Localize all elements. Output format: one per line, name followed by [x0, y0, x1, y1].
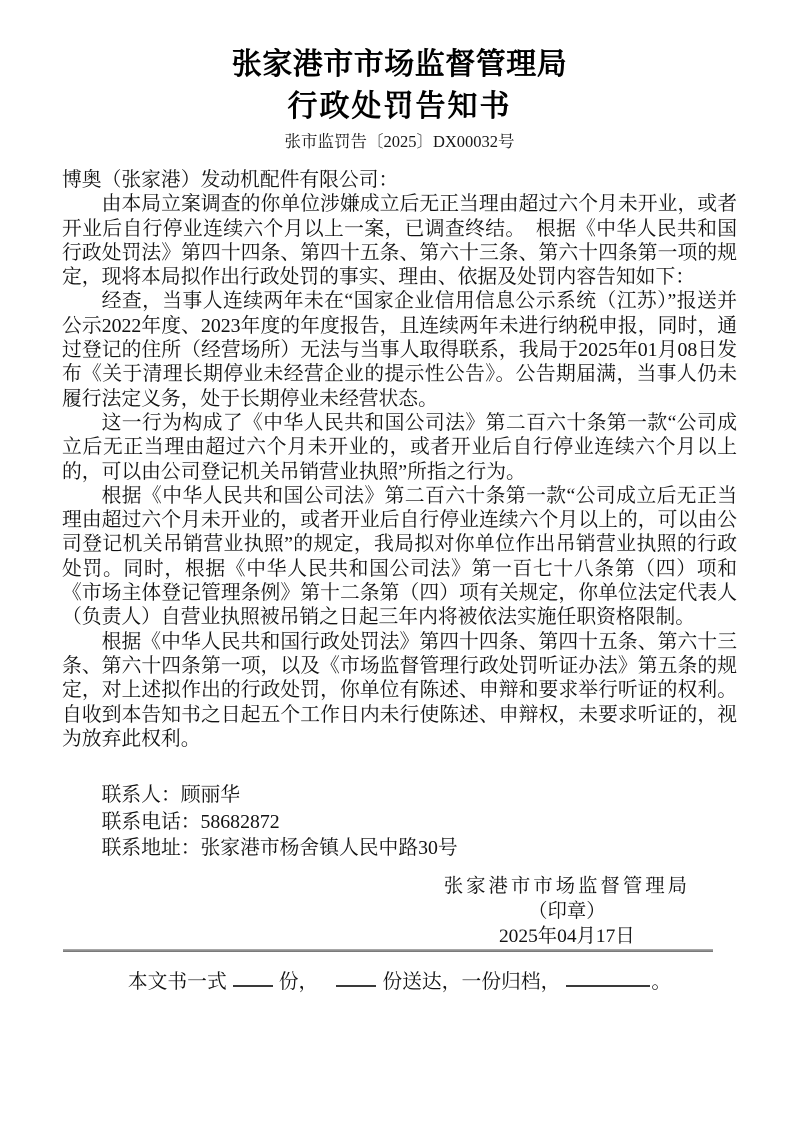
signature-seal-placeholder: （印章）	[528, 900, 606, 922]
delivery-count-blank	[336, 966, 376, 988]
contact-address: 联系地址：张家港市杨舍镇人民中路30号	[101, 837, 458, 860]
contact-block	[62, 782, 737, 862]
paragraph-findings: 经查，当事人连续两年未在“国家企业信用信息公示系统（江苏）”报送并公示2022年度、2023年度的年度报告，且连续两年未进行纳税申报，同时，通过登记的住所（经营场所）无法与当事人取得联系，我局于2025年01月08日发布《关于清理长期停业未经营企业的提示性公告》。公告期届满，当事人仍未履行法定义务，处于长期停业未经营状态。	[62, 290, 737, 410]
footer-note	[62, 966, 737, 995]
footer-text-period: 。	[651, 970, 672, 993]
other-blank	[566, 966, 650, 988]
paragraph-case-summary: 由本局立案调查的你单位涉嫌成立后无正当理由超过六个月未开业，或者开业后自行停业连续六个月以上一案，已调查终结。 根据《中华人民共和国行政处罚法》第四十四条、第四十五条、第六十三条、第六十四条第一项的规定，现将本局拟作出行政处罚的事实、理由、依据及处罚内容告知如下：	[62, 193, 737, 289]
footer-text-copies: 本文书一式	[127, 970, 227, 993]
paragraph-rights-notice: 根据《中华人民共和国行政处罚法》第四十四条、第四十五条、第六十三条、第六十四条第一项，以及《市场监督管理行政处罚听证办法》第五条的规定，对上述拟作出的行政处罚，你单位有陈述、申辩和要求举行听证的权利。自收到本告知书之日起五个工作日内未行使陈述、申辩权，未要求听证的，视为放弃此权利。	[62, 630, 737, 750]
signature-block	[444, 874, 690, 949]
document-title: 行政处罚告知书	[287, 90, 512, 123]
paragraph-penalty-basis: 根据《中华人民共和国公司法》第二百六十条第一款“公司成立后无正当理由超过六个月未开业的，或者开业后自行停业连续六个月以上的，可以由公司登记机关吊销营业执照”的规定，我局拟对你单位作出吊销营业执照的行政处罚。同时，根据《中华人民共和国公司法》第一百七十八条第（四）项和《市场主体登记管理条例》第十二条第（四）项有关规定，你单位法定代表人（负责人）自营业执照被吊销之日起三年内将被依法实施任职资格限制。	[62, 484, 737, 629]
recipient-line: 博奥（张家港）发动机配件有限公司：	[62, 169, 399, 191]
footer-text-fen: 份，	[278, 970, 319, 993]
footer-text-delivery-archive: 份送达，一份归档，	[382, 970, 561, 993]
signature-date: 2025年04月17日	[498, 925, 635, 947]
document-number: 张市监罚告〔2025〕DX00032号	[284, 132, 515, 151]
paragraph-violation: 这一行为构成了《中华人民共和国公司法》第二百六十条第一款“公司成立后无正当理由超过六个月未开业的，或者开业后自行停业连续六个月以上的，可以由公司登记机关吊销营业执照”所指之行为。	[62, 411, 737, 483]
divider-line	[63, 949, 713, 952]
contact-phone: 联系电话：58682872	[101, 810, 280, 833]
agency-title: 张家港市市场监督管理局	[231, 48, 568, 81]
document-header	[62, 0, 737, 153]
signature-agency: 张家港市市场监督管理局	[443, 875, 690, 897]
document-body	[62, 168, 737, 751]
contact-person: 联系人：顾丽华	[101, 784, 241, 807]
copies-count-blank	[233, 966, 273, 988]
